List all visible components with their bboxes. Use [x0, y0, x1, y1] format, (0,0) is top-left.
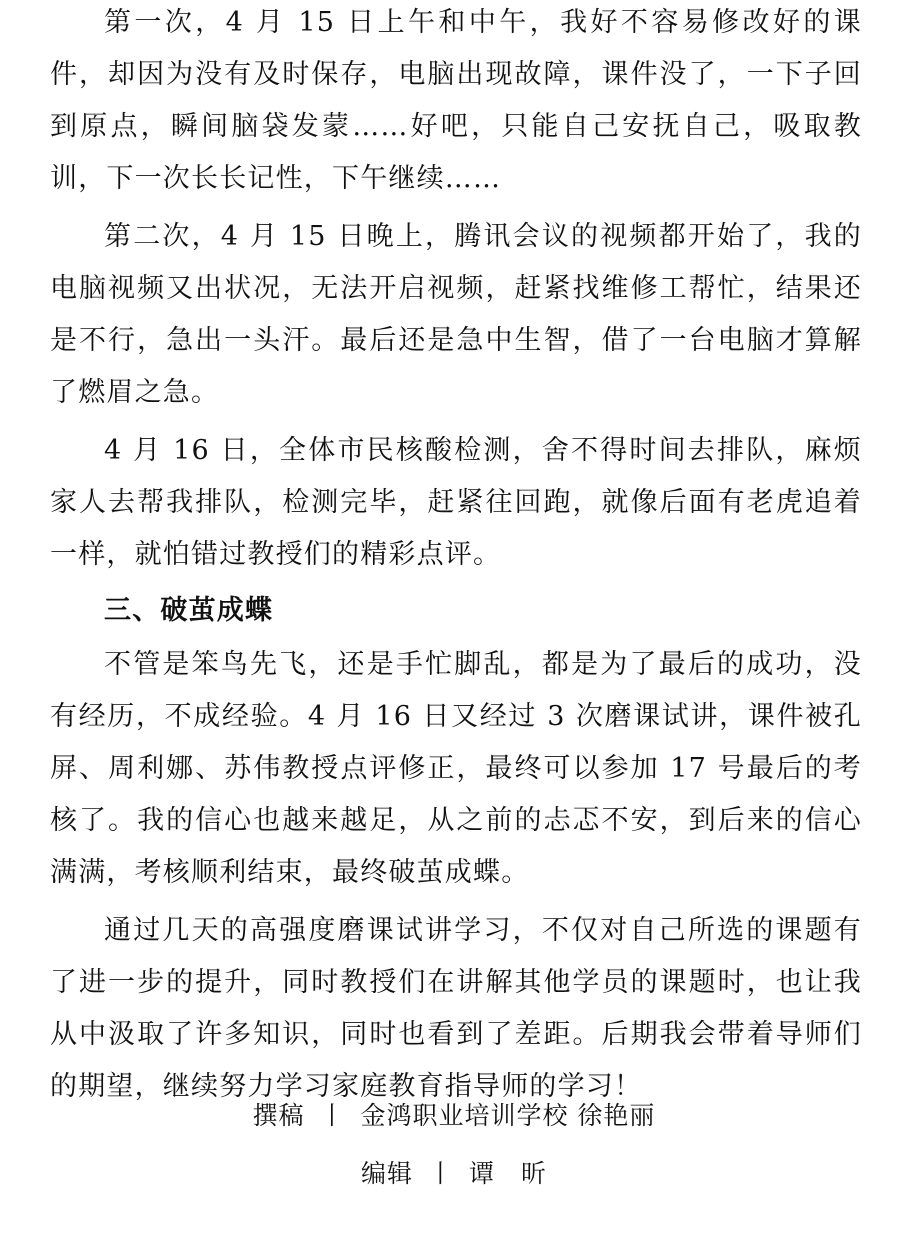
paragraph-second-attempt: 第二次，4 月 15 日晚上，腾讯会议的视频都开始了，我的电脑视频又出状况，无法开启视频，赶紧找维修工帮忙，结果还是不行，急出一头汗。最后还是急中生智，借了一台电脑才算解了燃眉之急。 [50, 221, 862, 408]
section-heading: 三、破茧成蝶 [104, 595, 274, 626]
article-body [50, 0, 862, 1113]
author-credit [0, 1096, 908, 1132]
editor-credit [0, 1154, 908, 1190]
author-separator: 丨 [319, 1101, 346, 1130]
paragraph-conclusion: 通过几天的高强度磨课试讲学习，不仅对自己所选的课题有了进一步的提升，同时教授们在讲解其他学员的课题时，也让我从中汲取了许多知识，同时也看到了差距。后期我会带着导师们的期望，继续努力学习家庭教育指导师的学习！ [50, 915, 862, 1102]
paragraph-april-16: 4 月 16 日，全体市民核酸检测，舍不得时间去排队，麻烦家人去帮我排队，检测完毕，赶紧往回跑，就像后面有老虎追着一样，就怕错过教授们的精彩点评。 [50, 435, 862, 570]
paragraph-first-attempt: 第一次，4 月 15 日上午和中午，我好不容易修改好的课件，却因为没有及时保存，电脑出现故障，课件没了，一下子回到原点，瞬间脑袋发蒙……好吧，只能自己安抚自己，吸取教训，下一次长长记性，下午继续…… [50, 7, 862, 194]
editor-value: 谭 昕 [468, 1159, 547, 1188]
author-value: 金鸿职业培训学校 徐艳丽 [360, 1101, 656, 1130]
paragraph-breakthrough: 不管是笨鸟先飞，还是手忙脚乱，都是为了最后的成功，没有经历，不成经验。4 月 16 日又经过 3 次磨课试讲，课件被孔屏、周利娜、苏伟教授点评修正，最终可以参加 17 号最后的考核了。我的信心也越来越足，从之前的忐忑不安，到后来的信心满满，考核顺利结束，最终破茧成蝶。 [50, 649, 862, 888]
author-label: 撰稿 [252, 1101, 305, 1130]
editor-separator: 丨 [427, 1159, 454, 1188]
editor-label: 编辑 [361, 1159, 414, 1188]
